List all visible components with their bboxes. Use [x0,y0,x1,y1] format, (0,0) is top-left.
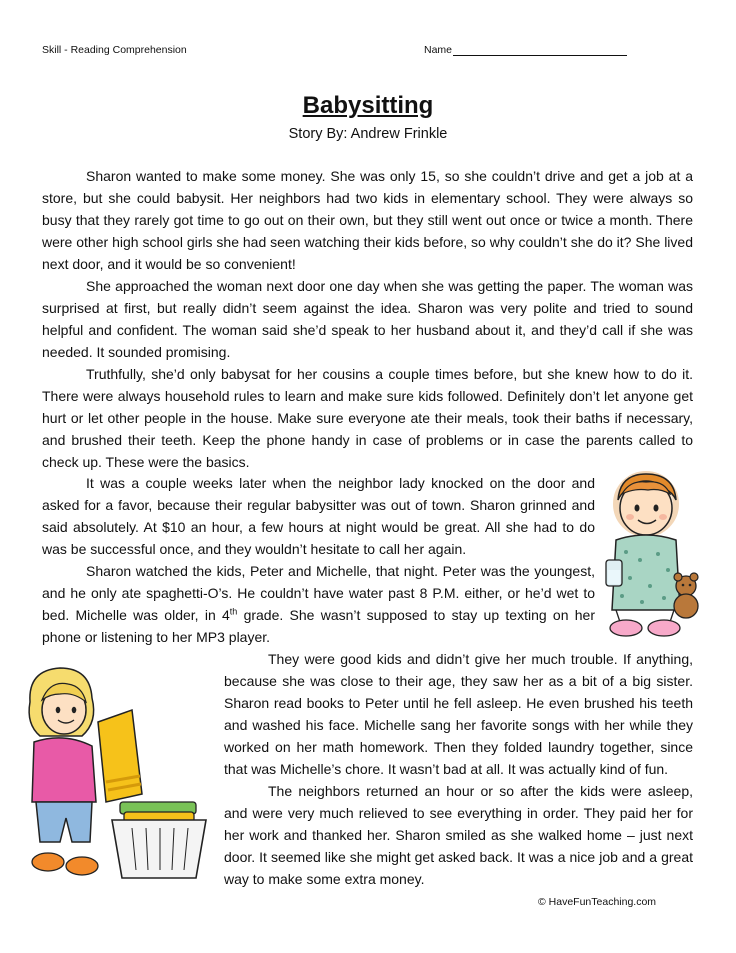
boy-illustration [600,470,704,642]
name-blank-line[interactable] [453,45,627,56]
name-label: Name [424,44,453,56]
paragraph-5-text-a: Sharon watched the kids, Peter and Michelle, that night. Peter was the youngest, and he only ate spaghetti-O’s. He couldn’t have water past 8 P.M. either, or he’d wet to bed. Michelle was older, in 4 [42,563,595,623]
name-field[interactable] [424,44,627,56]
story-byline: Story By: Andrew Frinkle [288,126,448,142]
paragraph-6: They were good kids and didn’t give her much trouble. If anything, because she was close to their age, they saw her as a bit of a big sister. Sharon read books to Peter until he fell asleep. He even brushed his teeth and washed his face. Michelle sang her favorite songs with her while they worked on her math homework. Then they folded laundry together, since that was Michelle’s chore. It wasn’t bad at all. It was actually kind of fun. [224,651,693,777]
paragraph-2: She approached the woman next door one day when she was getting the paper. The woman was surprised at first, but really didn’t seem against the idea. Sharon was very polite and tried to sound helpful and confident. The woman said she’d speak to her husband about it, and they’d call if she was needed. It sounded promising. [42,278,693,360]
girl-figure [29,668,98,875]
girl-illustration [20,662,210,888]
paragraph-5-text-b: grade. She wasn’t supposed to stay up texting on her phone or listening to her MP3 player. [42,606,595,645]
paragraph-5 [42,561,595,649]
boy-figure [606,474,680,636]
paragraph-3: Truthfully, she’d only babysat for her cousins a couple times before, but she knew how to do it. There were always household rules to learn and make sure kids followed. Definitely don’t let anyone get hurt or let other people in the house. Make sure everyone ate their meals, took their baths if necessary, and brushed their teeth. Keep the phone handy in case of problems or in case the parents called to check up. These were the basics. [42,366,693,470]
paragraph-7: The neighbors returned an hour or so after the kids were asleep, and were very much relieved to see everything in order. They paid her for her work and thanked her. Sharon smiled as she walked home – just next door. It seemed like she might get asked back. It was a nice job and a great way to make some extra money. [224,783,693,887]
skill-label: Skill - Reading Comprehension [42,44,187,56]
yellow-towel [98,710,142,802]
copyright-footer: © HaveFunTeaching.com [538,896,657,908]
paragraph-1: Sharon wanted to make some money. She was only 15, so she couldn’t drive and get a job at a store, but she could babysit. Her neighbors had two kids in elementary school. They were always so busy that they rarely got time to go out on their own, but they still went out once or twice a month. There were other high school girls she had seen watching their kids before, so why couldn’t she do it? She lived next door, and it would be so convenient! [42,168,693,272]
paragraph-4: It was a couple weeks later when the neighbor lady knocked on the door and asked for a favor, because their regular babysitter was out of town. Sharon grinned and said absolutely. At $10 an hour, a few hours at night would be great. All she had to do was be successful once, and they wouldn’t hesitate to call her again. [42,475,595,557]
page-header [42,44,736,58]
story-title: Babysitting [302,92,434,119]
ordinal-suffix: th [229,606,238,617]
laundry-basket [112,802,206,878]
